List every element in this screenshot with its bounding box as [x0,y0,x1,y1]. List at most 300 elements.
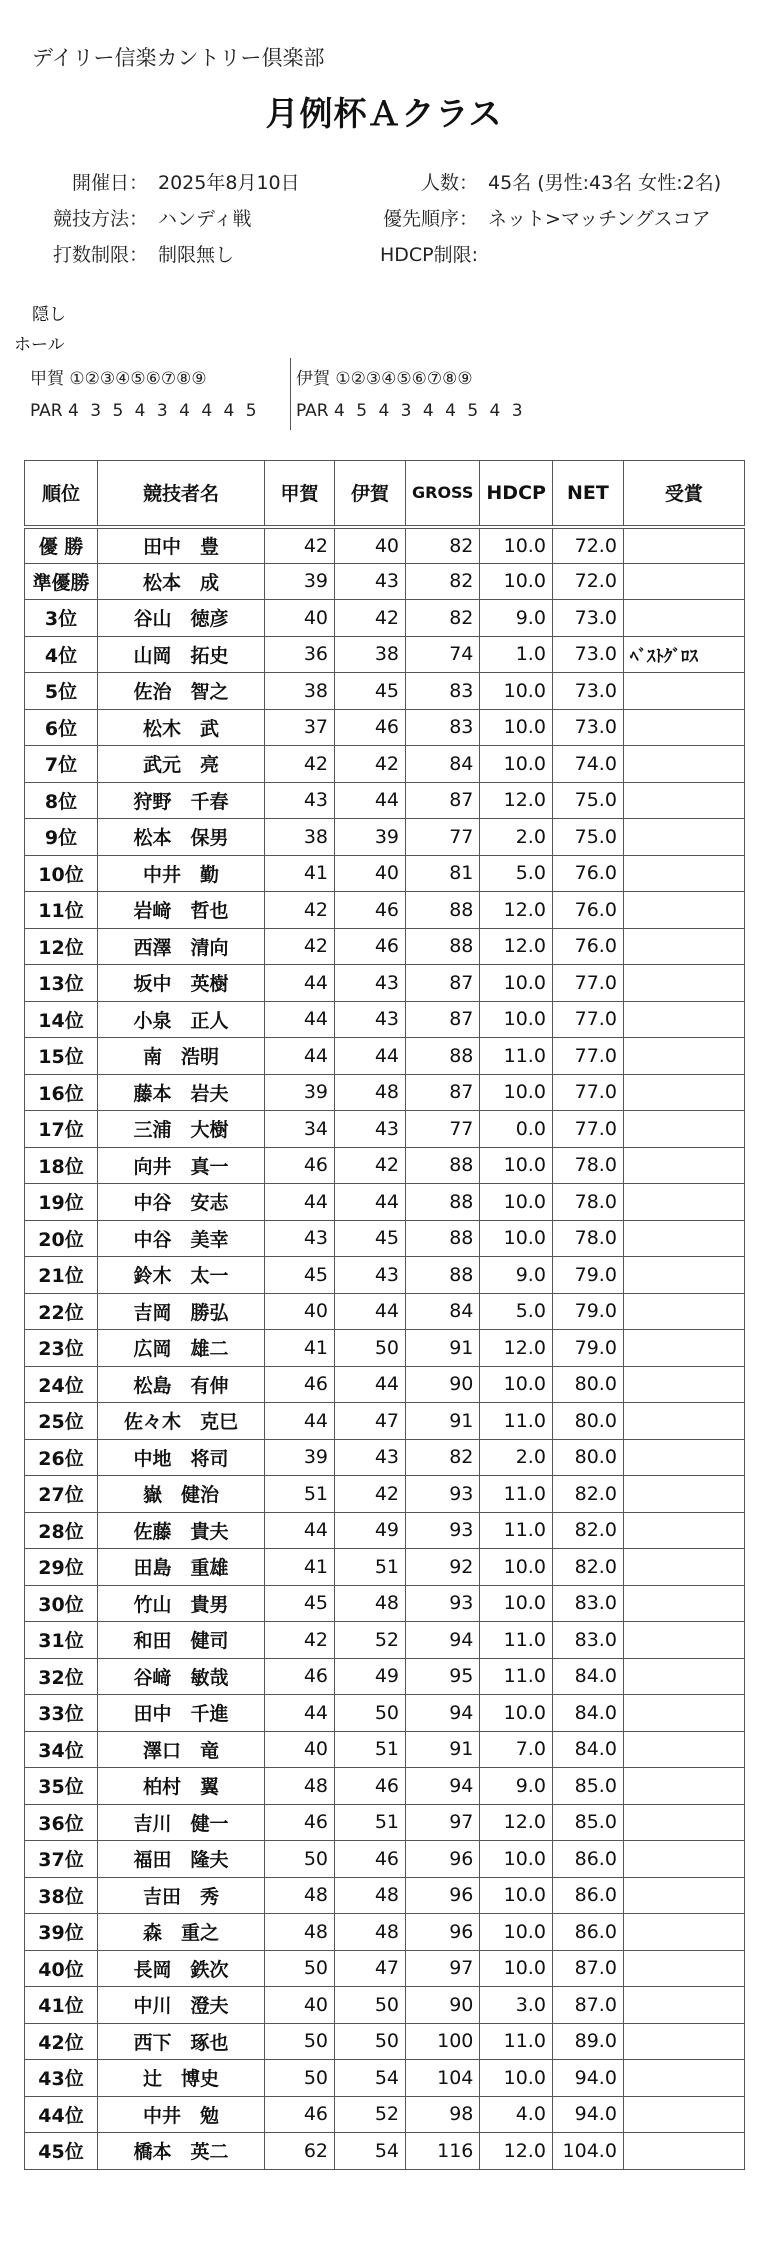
hdcp-cell: 12.0 [480,1330,553,1367]
rank-cell: 32位 [25,1658,98,1695]
net-cell: 94.0 [552,2096,623,2133]
method-value: ハンディ戦 [158,208,252,230]
gross-cell: 84 [406,746,480,783]
name-cell: 福田 隆夫 [98,1841,265,1878]
name-cell: 澤口 竜 [98,1731,265,1768]
name-cell: 西澤 清向 [98,928,265,965]
gross-cell: 90 [406,1987,480,2024]
hdcp-cell: 10.0 [480,1001,553,1038]
award-cell [623,1950,744,1987]
koga-score-cell: 42 [265,746,335,783]
net-cell: 76.0 [552,892,623,929]
participants-label: 人数： [420,172,478,194]
award-cell [623,1038,744,1075]
hdcp-cell: 10.0 [480,1695,553,1732]
net-cell: 94.0 [552,2060,623,2097]
header-rank: 順位 [25,461,98,527]
koga-score-cell: 44 [265,1001,335,1038]
koga-score-cell: 40 [265,600,335,637]
koga-score-cell: 44 [265,1512,335,1549]
iga-score-cell: 48 [335,1877,406,1914]
net-cell: 82.0 [552,1476,623,1513]
hdcp-cell: 11.0 [480,1658,553,1695]
iga-score-cell: 51 [335,1731,406,1768]
rank-cell: 5位 [25,673,98,710]
rank-cell: 40位 [25,1950,98,1987]
hdcp-cell: 12.0 [480,892,553,929]
rank-cell: 19位 [25,1184,98,1221]
hdcp-cell: 9.0 [480,600,553,637]
koga-score-cell: 48 [265,1914,335,1951]
award-cell [623,1403,744,1440]
iga-score-cell: 43 [335,1001,406,1038]
out-course-pars [30,401,260,421]
table-row [25,673,745,710]
table-row [25,928,745,965]
rank-cell: 6位 [25,709,98,746]
koga-score-cell: 42 [265,527,335,564]
date-value: 2025年8月10日 [158,172,300,194]
award-cell [623,1111,744,1148]
net-cell: 86.0 [552,1841,623,1878]
award-cell [623,1366,744,1403]
hdcp-cell: 11.0 [480,1512,553,1549]
rank-cell: 22位 [25,1293,98,1330]
gross-cell: 95 [406,1658,480,1695]
gross-cell: 88 [406,1038,480,1075]
table-row [25,1476,745,1513]
hdcp-cell: 4.0 [480,2096,553,2133]
name-cell: 西下 琢也 [98,2023,265,2060]
net-cell: 79.0 [552,1257,623,1294]
table-row [25,782,745,819]
table-row [25,1877,745,1914]
rank-cell: 30位 [25,1585,98,1622]
name-cell: 嶽 健治 [98,1476,265,1513]
net-cell: 78.0 [552,1184,623,1221]
table-row [25,965,745,1002]
rank-cell: 18位 [25,1147,98,1184]
name-cell: 三浦 大樹 [98,1111,265,1148]
table-row [25,2023,745,2060]
table-row [25,1804,745,1841]
table-row [25,1731,745,1768]
koga-score-cell: 41 [265,855,335,892]
gross-cell: 87 [406,1001,480,1038]
award-cell [623,1512,744,1549]
gross-cell: 116 [406,2133,480,2170]
page-title: 月例杯Ａクラス [265,94,503,133]
award-cell [623,527,744,564]
net-cell: 82.0 [552,1512,623,1549]
net-cell: 78.0 [552,1220,623,1257]
award-cell [623,1220,744,1257]
net-cell: 84.0 [552,1658,623,1695]
gross-cell: 83 [406,709,480,746]
koga-score-cell: 42 [265,928,335,965]
iga-score-cell: 43 [335,1111,406,1148]
gross-cell: 88 [406,1220,480,1257]
in-course-holes [296,364,473,389]
table-row [25,1841,745,1878]
koga-score-cell: 50 [265,2023,335,2060]
info-row [0,240,768,276]
iga-score-cell: 49 [335,1512,406,1549]
rank-cell: 33位 [25,1695,98,1732]
koga-score-cell: 46 [265,1366,335,1403]
award-cell [623,2133,744,2170]
net-cell: 77.0 [552,1038,623,1075]
name-cell: 田中 千進 [98,1695,265,1732]
gross-cell: 81 [406,855,480,892]
net-cell: 82.0 [552,1549,623,1586]
rank-cell: 27位 [25,1476,98,1513]
award-cell [623,1987,744,2024]
koga-score-cell: 42 [265,892,335,929]
table-row [25,527,745,564]
koga-score-cell: 36 [265,636,335,673]
koga-score-cell: 37 [265,709,335,746]
name-cell: 武元 亮 [98,746,265,783]
name-cell: 山岡 拓史 [98,636,265,673]
gross-cell: 96 [406,1914,480,1951]
rank-cell: 34位 [25,1731,98,1768]
rank-cell: 14位 [25,1001,98,1038]
name-cell: 吉川 健一 [98,1804,265,1841]
header-hdcp: HDCP [480,461,553,527]
hidden-label: 隠し [32,305,66,325]
net-cell: 76.0 [552,855,623,892]
results-body [25,527,745,2170]
koga-score-cell: 48 [265,1877,335,1914]
award-cell [623,965,744,1002]
header-gross: GROSS [406,461,480,527]
rank-cell: 31位 [25,1622,98,1659]
name-cell: 辻 博史 [98,2060,265,2097]
hdcp-cell: 10.0 [480,1950,553,1987]
out-course-holes [30,364,207,389]
hdcp-cell: 10.0 [480,1877,553,1914]
table-row [25,1622,745,1659]
iga-score-cell: 45 [335,673,406,710]
rank-cell: 9位 [25,819,98,856]
net-cell: 77.0 [552,1074,623,1111]
net-cell: 79.0 [552,1293,623,1330]
name-cell: 吉田 秀 [98,1877,265,1914]
net-cell: 73.0 [552,673,623,710]
table-row [25,892,745,929]
name-cell: 中谷 美幸 [98,1220,265,1257]
iga-score-cell: 43 [335,1439,406,1476]
rank-cell: 20位 [25,1220,98,1257]
name-cell: 藤本 岩夫 [98,1074,265,1111]
table-row [25,709,745,746]
name-cell: 向井 真一 [98,1147,265,1184]
table-row [25,1220,745,1257]
award-cell [623,1184,744,1221]
iga-score-cell: 44 [335,1184,406,1221]
table-row [25,1914,745,1951]
header-iga: 伊賀 [335,461,406,527]
award-cell [623,2023,744,2060]
net-cell: 77.0 [552,1111,623,1148]
iga-score-cell: 48 [335,1585,406,1622]
award-cell [623,1877,744,1914]
course-divider [290,358,291,430]
table-row [25,1257,745,1294]
table-row [25,1658,745,1695]
par-label: PAR [30,401,63,421]
table-row [25,2096,745,2133]
gross-cell: 91 [406,1403,480,1440]
iga-score-cell: 46 [335,892,406,929]
award-cell [623,855,744,892]
name-cell: 中地 将司 [98,1439,265,1476]
gross-cell: 93 [406,1512,480,1549]
name-cell: 和田 健司 [98,1622,265,1659]
award-cell [623,1731,744,1768]
table-row [25,2133,745,2170]
rank-cell: 12位 [25,928,98,965]
hdcp-cell: 5.0 [480,1293,553,1330]
hdcp-cell: 12.0 [480,1804,553,1841]
table-row [25,1403,745,1440]
koga-score-cell: 40 [265,1987,335,2024]
table-row [25,1074,745,1111]
award-cell [623,1658,744,1695]
name-cell: 松本 保男 [98,819,265,856]
rank-cell: 7位 [25,746,98,783]
koga-score-cell: 38 [265,819,335,856]
par-label: PAR [296,401,329,421]
net-cell: 83.0 [552,1622,623,1659]
iga-score-cell: 42 [335,600,406,637]
iga-score-cell: 52 [335,1622,406,1659]
iga-score-cell: 39 [335,819,406,856]
iga-score-cell: 54 [335,2060,406,2097]
rank-cell: 28位 [25,1512,98,1549]
award-cell [623,563,744,600]
name-cell: 広岡 雄二 [98,1330,265,1367]
rank-cell: 42位 [25,2023,98,2060]
gross-cell: 77 [406,1111,480,1148]
net-cell: 79.0 [552,1330,623,1367]
hdcp-cell: 10.0 [480,2060,553,2097]
net-cell: 84.0 [552,1695,623,1732]
koga-score-cell: 44 [265,965,335,1002]
award-cell [623,746,744,783]
hdcp-cell: 11.0 [480,2023,553,2060]
koga-score-cell: 50 [265,1841,335,1878]
name-cell: 佐治 智之 [98,673,265,710]
gross-cell: 97 [406,1950,480,1987]
gross-cell: 77 [406,819,480,856]
table-row [25,1950,745,1987]
in-course-pars [296,401,526,421]
hdcp-cell: 10.0 [480,1549,553,1586]
hdcp-cell: 2.0 [480,819,553,856]
gross-cell: 96 [406,1841,480,1878]
koga-score-cell: 40 [265,1731,335,1768]
hdcp-cell: 2.0 [480,1439,553,1476]
gross-cell: 93 [406,1585,480,1622]
iga-score-cell: 43 [335,563,406,600]
rank-cell: 3位 [25,600,98,637]
net-cell: 77.0 [552,965,623,1002]
iga-score-cell: 50 [335,1330,406,1367]
net-cell: 80.0 [552,1439,623,1476]
table-row [25,563,745,600]
koga-score-cell: 34 [265,1111,335,1148]
hdcp-cell: 12.0 [480,782,553,819]
rank-cell: 17位 [25,1111,98,1148]
gross-cell: 84 [406,1293,480,1330]
gross-cell: 88 [406,1184,480,1221]
rank-cell: 29位 [25,1549,98,1586]
gross-cell: 88 [406,1257,480,1294]
net-cell: 87.0 [552,1950,623,1987]
koga-score-cell: 41 [265,1549,335,1586]
iga-score-cell: 46 [335,1768,406,1805]
name-cell: 南 浩明 [98,1038,265,1075]
iga-score-cell: 48 [335,1074,406,1111]
net-cell: 76.0 [552,928,623,965]
table-row [25,1184,745,1221]
iga-score-cell: 46 [335,928,406,965]
koga-score-cell: 43 [265,782,335,819]
rank-cell: 8位 [25,782,98,819]
rank-cell: 21位 [25,1257,98,1294]
table-row [25,2060,745,2097]
rank-cell: 25位 [25,1403,98,1440]
koga-score-cell: 41 [265,1330,335,1367]
net-cell: 104.0 [552,2133,623,2170]
iga-score-cell: 52 [335,2096,406,2133]
table-row [25,1549,745,1586]
award-cell [623,709,744,746]
hole-label: ホール [14,335,65,355]
koga-score-cell: 46 [265,1658,335,1695]
rank-cell: 39位 [25,1914,98,1951]
koga-score-cell: 42 [265,1622,335,1659]
table-row [25,1439,745,1476]
gross-cell: 82 [406,563,480,600]
award-cell [623,1330,744,1367]
priority-label: 優先順序： [382,208,478,230]
hdcp-cell: 10.0 [480,1074,553,1111]
competition-info [0,168,768,276]
method-label: 競技方法： [52,208,148,230]
rank-cell: 4位 [25,636,98,673]
hdcp-cell: 10.0 [480,1184,553,1221]
koga-score-cell: 44 [265,1403,335,1440]
in-hole-numbers: ①②③④⑤⑥⑦⑧⑨ [335,369,473,389]
iga-score-cell: 44 [335,782,406,819]
gross-cell: 104 [406,2060,480,2097]
iga-score-cell: 40 [335,527,406,564]
iga-score-cell: 44 [335,1038,406,1075]
table-row [25,746,745,783]
name-cell: 橋本 英二 [98,2133,265,2170]
rank-cell: 44位 [25,2096,98,2133]
rank-cell: 26位 [25,1439,98,1476]
iga-score-cell: 50 [335,1695,406,1732]
name-cell: 田島 重雄 [98,1549,265,1586]
iga-score-cell: 42 [335,1476,406,1513]
iga-score-cell: 47 [335,1403,406,1440]
award-cell [623,1768,744,1805]
gross-cell: 98 [406,2096,480,2133]
rank-cell: 38位 [25,1877,98,1914]
iga-score-cell: 51 [335,1549,406,1586]
net-cell: 78.0 [552,1147,623,1184]
koga-score-cell: 40 [265,1293,335,1330]
name-cell: 岩﨑 哲也 [98,892,265,929]
gross-cell: 91 [406,1330,480,1367]
iga-score-cell: 43 [335,1257,406,1294]
hdcp-cell: 10.0 [480,746,553,783]
name-cell: 谷﨑 敏哉 [98,1658,265,1695]
net-cell: 74.0 [552,746,623,783]
rank-cell: 13位 [25,965,98,1002]
award-cell [623,2060,744,2097]
table-row [25,636,745,673]
award-cell [623,1914,744,1951]
iga-score-cell: 42 [335,1147,406,1184]
net-cell: 87.0 [552,1987,623,2024]
hdcp-cell: 10.0 [480,709,553,746]
hdcp-cell: 10.0 [480,527,553,564]
hdcp-limit-label: HDCP制限: [379,244,478,266]
iga-score-cell: 48 [335,1914,406,1951]
iga-score-cell: 45 [335,1220,406,1257]
name-cell: 中井 勤 [98,855,265,892]
net-cell: 85.0 [552,1768,623,1805]
hdcp-cell: 10.0 [480,965,553,1002]
gross-cell: 87 [406,965,480,1002]
net-cell: 75.0 [552,819,623,856]
award-cell [623,1439,744,1476]
koga-score-cell: 50 [265,2060,335,2097]
iga-score-cell: 50 [335,1987,406,2024]
net-cell: 86.0 [552,1877,623,1914]
gross-cell: 92 [406,1549,480,1586]
rank-cell: 10位 [25,855,98,892]
name-cell: 谷山 徳彦 [98,600,265,637]
iga-score-cell: 44 [335,1366,406,1403]
name-cell: 長岡 鉄次 [98,1950,265,1987]
hdcp-cell: 10.0 [480,1914,553,1951]
hdcp-cell: 10.0 [480,1841,553,1878]
award-cell [623,1585,744,1622]
net-cell: 73.0 [552,709,623,746]
award-cell [623,1549,744,1586]
koga-score-cell: 48 [265,1768,335,1805]
name-cell: 森 重之 [98,1914,265,1951]
gross-cell: 94 [406,1768,480,1805]
in-course-name: 伊賀 [296,369,330,389]
gross-cell: 87 [406,782,480,819]
net-cell: 77.0 [552,1001,623,1038]
gross-cell: 88 [406,892,480,929]
name-cell: 中谷 安志 [98,1184,265,1221]
rank-cell: 24位 [25,1366,98,1403]
table-row [25,1512,745,1549]
hdcp-cell: 0.0 [480,1111,553,1148]
table-row [25,1147,745,1184]
gross-cell: 91 [406,1731,480,1768]
iga-score-cell: 44 [335,1293,406,1330]
